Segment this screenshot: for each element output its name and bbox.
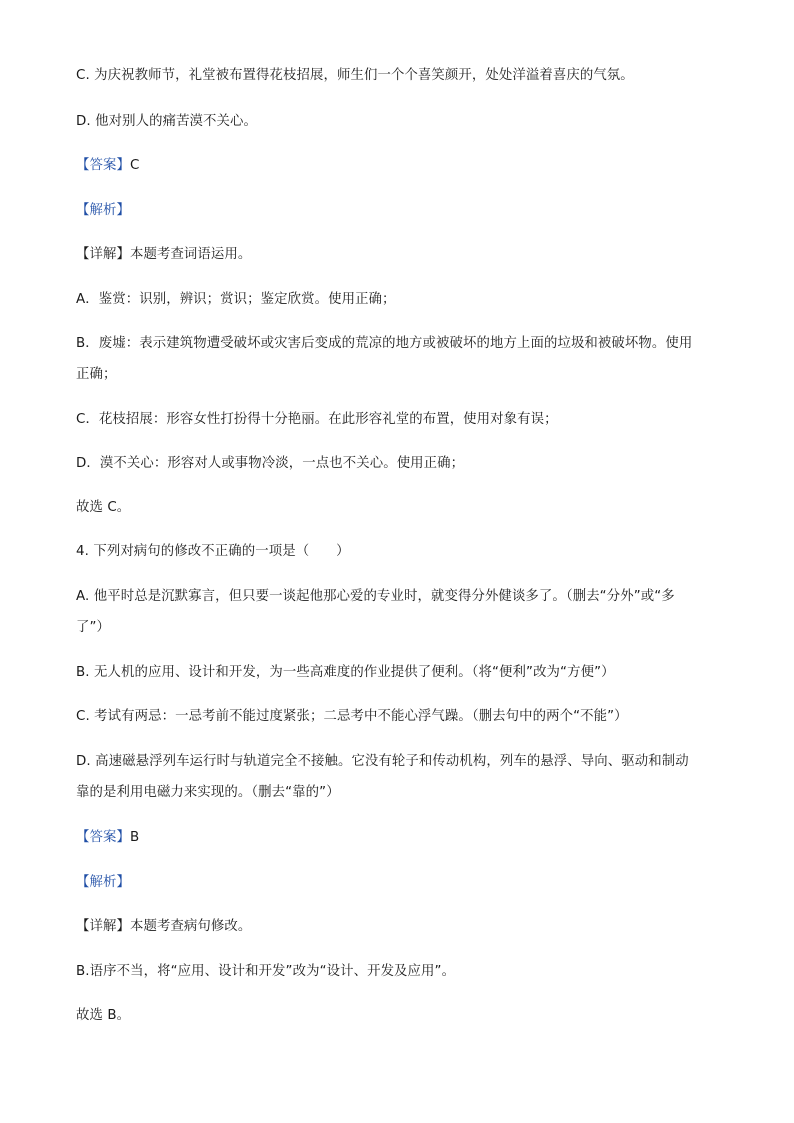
q4-option-d-line2: 靠的是利用电磁力来实现的。（删去“靠的”） xyxy=(76,785,340,800)
q3-detail xyxy=(76,245,251,265)
q4-option-b: B. 无人机的应用、设计和开发，为一些高难度的作业提供了便利。（将“便利”改为“方便”） xyxy=(76,665,615,680)
answer-tag: 【答案】 xyxy=(76,158,130,173)
q4-option-d-line1: D. 高速磁悬浮列车运行时与轨道完全不接触。它没有轮子和传动机构，列车的悬浮、导向、驱动和制动 xyxy=(76,754,689,769)
detail-text: 本题考查病句修改。 xyxy=(129,919,252,934)
q3-answer xyxy=(76,156,139,176)
q4-option-a-line1: A. 他平时总是沉默寡言，但只要一谈起他那心爱的专业时，就变得分外健谈多了。（删去“分外”或“多 xyxy=(76,589,675,604)
q4-analysis-heading xyxy=(76,873,130,893)
q4-detail xyxy=(76,917,251,937)
q4-stem: 4. 下列对病句的修改不正确的一项是（ ） xyxy=(76,544,350,559)
q3-explain-d: D．漠不关心：形容对人或事物冷淡，一点也不关心。使用正确； xyxy=(76,456,465,471)
detail-tag: 【详解】 xyxy=(76,247,130,262)
q3-analysis-heading xyxy=(76,201,130,221)
q4-explain-b: B.语序不当，将“应用、设计和开发”改为“设计、开发及应用”。 xyxy=(76,964,456,979)
q3-option-c: C. 为庆祝教师节，礼堂被布置得花枝招展，师生们一个个喜笑颜开，处处洋溢着喜庆的气氛。 xyxy=(76,68,634,83)
detail-text: 本题考查词语运用。 xyxy=(129,247,252,262)
q3-explain-b-line2: 正确； xyxy=(76,367,117,382)
q4-answer xyxy=(76,828,139,848)
answer-tag: 【答案】 xyxy=(76,830,130,845)
detail-tag: 【详解】 xyxy=(76,919,130,934)
answer-value: B xyxy=(129,830,140,845)
q3-explain-c: C．花枝招展：形容女性打扮得十分艳丽。在此形容礼堂的布置，使用对象有误； xyxy=(76,412,558,427)
q3-conclusion: 故选 C。 xyxy=(76,500,131,515)
q4-conclusion: 故选 B。 xyxy=(76,1008,131,1023)
q4-option-c: C. 考试有两忌：一忌考前不能过度紧张；二忌考中不能心浮气躁。（删去句中的两个“不能”） xyxy=(76,709,628,724)
q4-option-a-line2: 了”） xyxy=(76,620,111,635)
q3-explain-a: A．鉴赏：识别，辨识；赏识；鉴定欣赏。使用正确； xyxy=(76,292,396,307)
answer-value: C xyxy=(129,158,140,173)
q3-explain-b-line1: B．废墟：表示建筑物遭受破坏或灾害后变成的荒凉的地方或被破坏的地方上面的垃圾和被破坏物。使用 xyxy=(76,336,693,351)
analysis-tag: 【解析】 xyxy=(76,203,130,218)
analysis-tag: 【解析】 xyxy=(76,875,130,890)
q3-option-d: D. 他对别人的痛苦漠不关心。 xyxy=(76,114,258,129)
